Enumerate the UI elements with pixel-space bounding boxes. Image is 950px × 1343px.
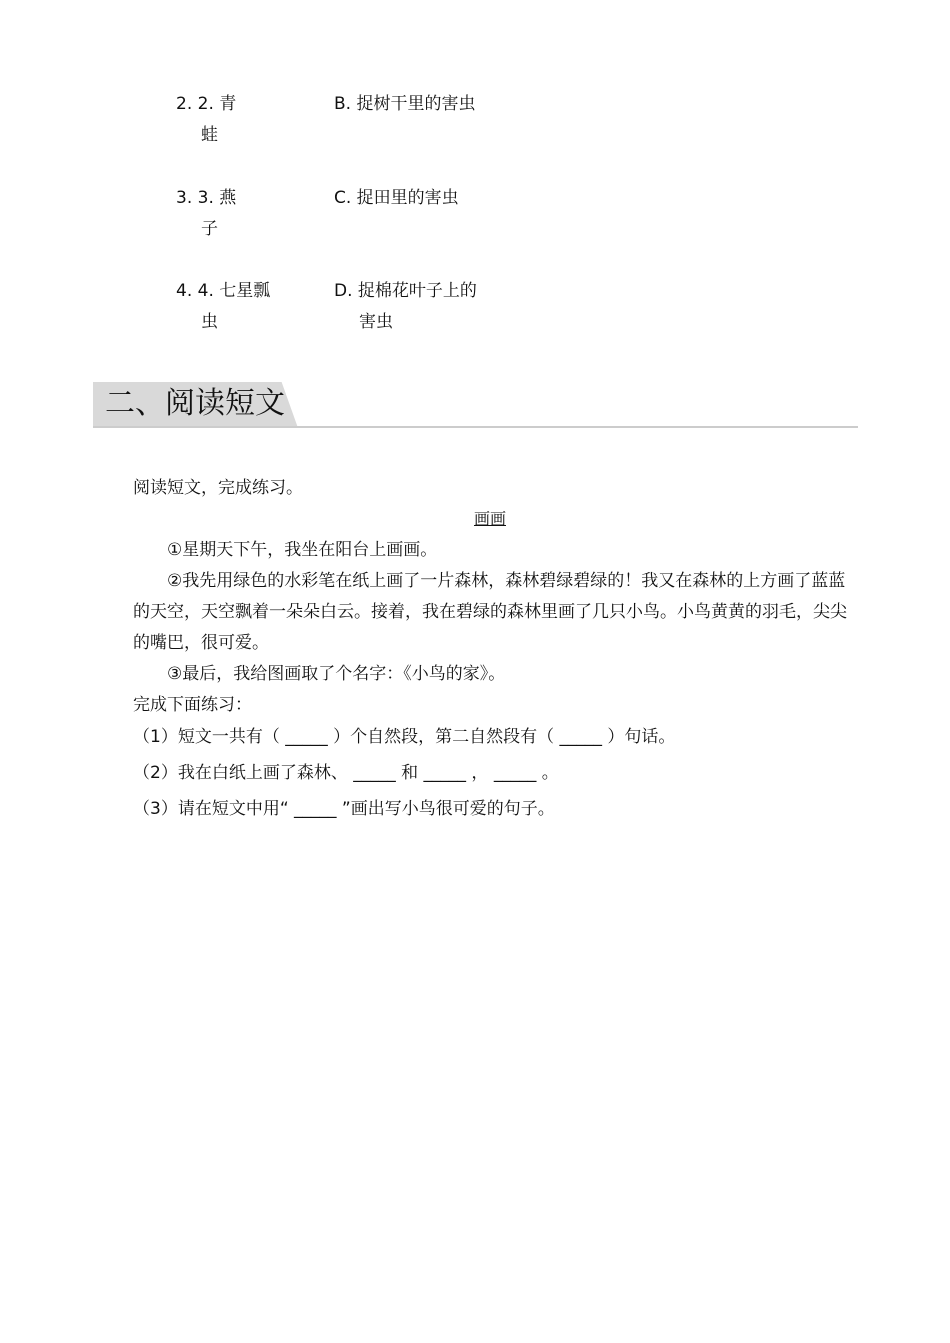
- section-divider: [93, 426, 858, 428]
- matching-item-label: 3. 3. 燕: [176, 188, 237, 208]
- passage-title-text: 画画: [473, 509, 506, 528]
- passage-paragraph-2: ②我先用绿色的水彩笔在纸上画了一片森林，森林碧绿碧绿的！我又在森林的上方画了蓝蓝的天空，天空飘着一朵朵白云。接着，我在碧绿的森林里画了几只小鸟。小鸟黄黄的羽毛，尖尖的嘴巴，很可爱。: [133, 571, 847, 653]
- matching-option-label: B. 捉树干里的害虫: [334, 94, 476, 114]
- question-2: （2）我在白纸上画了森林、 _____ 和 _____ ， _____ 。: [133, 763, 559, 783]
- passage-paragraph-1: ①星期天下午，我坐在阳台上画画。: [167, 540, 438, 560]
- matching-row-4: [0, 276, 950, 338]
- matching-item-label: 4. 4. 七星瓢: [176, 281, 271, 301]
- matching-item-number: [176, 276, 316, 338]
- matching-row-2: [0, 89, 950, 151]
- matching-option-label-cont: 害虫: [359, 312, 393, 332]
- matching-option-label: C. 捉田里的害虫: [334, 188, 459, 208]
- matching-option: [334, 89, 504, 120]
- exercise-intro: 完成下面练习：: [133, 695, 252, 715]
- question-3: （3）请在短文中用“ _____ ”画出写小鸟很可爱的句子。: [133, 799, 555, 819]
- matching-row-3: [0, 183, 950, 245]
- matching-option-label: D. 捉棉花叶子上的: [334, 281, 477, 301]
- matching-item-number: [176, 89, 316, 151]
- matching-item-label: 2. 2. 青: [176, 94, 237, 114]
- matching-item-number: [176, 183, 316, 245]
- section-title: 二、阅读短文: [105, 386, 285, 421]
- matching-item-label-cont: 蛙: [201, 125, 218, 145]
- matching-item-label-cont: 子: [201, 219, 218, 239]
- matching-option: [334, 183, 504, 214]
- passage-title: [0, 505, 950, 533]
- section-banner: [93, 382, 858, 428]
- question-1: （1）短文一共有（ _____ ）个自然段，第二自然段有（ _____ ）句话。: [133, 727, 676, 747]
- matching-item-label-cont: 虫: [201, 312, 218, 332]
- reading-instruction: 阅读短文，完成练习。: [133, 478, 303, 498]
- matching-option: [334, 276, 504, 338]
- passage-paragraph-3: ③最后，我给图画取了个名字：《小鸟的家》。: [167, 664, 506, 684]
